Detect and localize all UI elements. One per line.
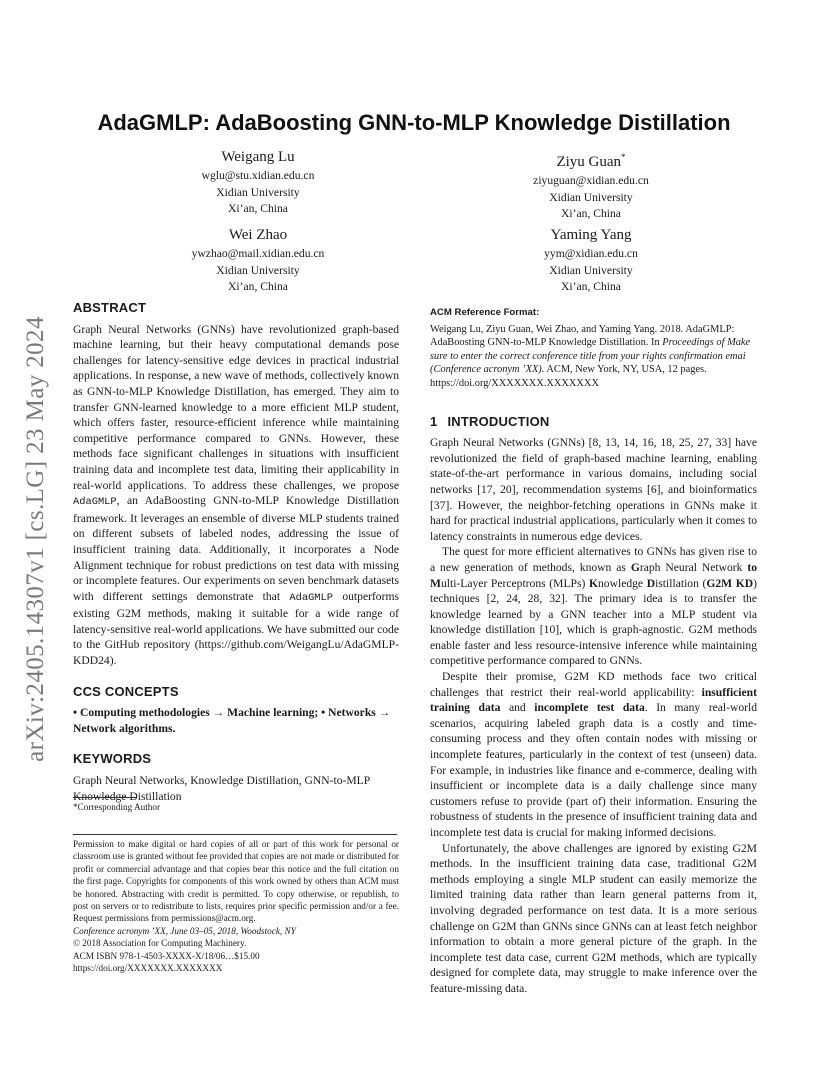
- right-column: [430, 305, 757, 997]
- arxiv-stamp-text: arXiv:2405.14307v1 [cs.LG] 23 May 2024: [22, 316, 49, 762]
- author-name: Yaming Yang: [550, 227, 632, 243]
- author-location: Xi’an, China: [228, 280, 288, 293]
- keywords-text: Graph Neural Networks, Knowledge Distillation, GNN-to-MLP Knowledge Distillation: [73, 774, 370, 803]
- intro-paragraph: Graph Neural Networks (GNNs) [8, 13, 14, 16, 18, 25, 27, 33] have revolutionized the field of graph-based machine learning, enabling state-of-the-art performance in various domains, including social networks [17, 20], recommendation systems [6], and bioinformatics [37]. However, the neighbor-fetching operations in GNNs make it hard for practical industrial applications, particularly when it comes to latency constraints in numerous edge devices.: [430, 436, 757, 543]
- method-name: AdaGMLP: [73, 496, 117, 509]
- author-block: [108, 225, 408, 296]
- author-affiliation: Xidian University: [549, 263, 633, 277]
- doi: https://doi.org/XXXXXXX.XXXXXXX: [73, 963, 223, 974]
- author-block: [441, 147, 741, 223]
- author-name: Wei Zhao: [228, 227, 288, 243]
- author-affiliation: Xidian University: [216, 185, 300, 199]
- permission-text: Permission to make digital or hard copies of all or part of this work for personal or classroom use is granted without fee provided that copies are not made or distributed for profit or commercial advantage and that copies bear this notice and the full citation on the first page. Copyrights for components of this work owned by others than ACM must be honored. Abstracting with credit is permitted. To copy otherwise, or republish, to post on servers or to redistribute to lists, requires prior specific permission and/or a fee. Request permissions from permissions@acm.org.: [73, 839, 399, 924]
- copyright: © 2018 Association for Computing Machinery.: [73, 938, 247, 949]
- author-email: ywzhao@mail.xidian.edu.cn: [191, 247, 325, 260]
- left-column: [73, 300, 399, 804]
- acm-reference-text: Weigang Lu, Ziyu Guan, Wei Zhao, and Yaming Yang. 2018. AdaGMLP: AdaBoosting GNN-to-MLP Knowledge Distillation. In Proceedings of Make sure to enter the correct conference title from your rights confirmation emai (Conference acronym ’XX). ACM, New York, NY, USA, 12 pages. https://doi.org/XXXXXXX.XXXXXXX: [430, 323, 751, 389]
- abstract-heading: ABSTRACT: [73, 300, 147, 315]
- isbn: ACM ISBN 978-1-4503-XXXX-X/18/06…$15.00: [73, 950, 260, 961]
- author-location: Xi’an, China: [561, 207, 621, 220]
- abstract-text: Graph Neural Networks (GNNs) have revolutionized graph-based machine learning, but their heavy computational demands pose challenges for latency-sensitive edge devices in practical industrial applications. In response, a new wave of methods, collectively known as GNN-to-MLP Knowledge Distillation, has emerged. They aim to transfer GNN-learned knowledge to a more efficient MLP student, which offers faster, resource-efficient inference while maintaining competitive performance compared to GNNs. However, these methods face significant challenges in situations with insufficient training data and incomplete test data, limiting their applicability in real-world applications. To address these challenges, we propose AdaGMLP, an AdaBoosting GNN-to-MLP Knowledge Distillation framework. It leverages an ensemble of diverse MLP students trained on different subsets of labeled nodes, addressing the issue of insufficient training data. Additionally, it incorporates a Node Alignment technique for robust predictions on test data with missing or incomplete features. Our experiments on seven benchmark datasets with different settings demonstrate that AdaGMLP outperforms existing G2M methods, making it suitable for a wide range of latency-sensitive real-world applications. We have submitted our code to the GitHub repository (https://github.com/WeigangLu/AdaGMLP-KDD24).: [73, 322, 399, 668]
- arxiv-stamp: [22, 300, 50, 778]
- author-location: Xi’an, China: [561, 280, 621, 293]
- paper-title: AdaGMLP: AdaBoosting GNN-to-MLP Knowledge Distillation: [97, 110, 731, 135]
- ccs-heading: CCS CONCEPTS: [73, 683, 179, 699]
- author-email: ziyuguan@xidian.edu.cn: [533, 174, 649, 187]
- intro-paragraph: Despite their promise, G2M KD methods face two critical challenges that restrict their real-world applicability: insufficient training data and incomplete test data. In many real-world scenarios, acquiring labeled graph data is a costly and time-consuming process and they often contain nodes with missing or incomplete features, particularly in the context of test (unseen) data. For example, in industries like finance and e-commerce, dealing with insufficient or incomplete data is a daily challenge since many customers refuse to provide (part of) their information. Ensuring the robustness of students in the presence of insufficient training data and incomplete test data is crucial for making informed decisions.: [430, 670, 758, 839]
- intro-heading: 1 INTRODUCTION: [430, 413, 550, 429]
- permission-rule: [73, 834, 397, 835]
- author-block: [108, 147, 408, 218]
- author-name: Ziyu Guan*: [556, 152, 626, 170]
- conference-info: Conference acronym ’XX, June 03–05, 2018, Woodstock, NY: [73, 925, 296, 936]
- corresponding-mark: *: [621, 152, 626, 162]
- ccs-text: • Computing methodologies → Machine learning; • Networks → Network algorithms.: [73, 706, 391, 735]
- author-affiliation: Xidian University: [216, 263, 300, 277]
- footnote: *Corresponding Author: [73, 802, 161, 812]
- author-block: [441, 225, 741, 296]
- intro-paragraph: The quest for more efficient alternatives to GNNs has given rise to a new generation of methods, known as Graph Neural Network to Multi-Layer Perceptrons (MLPs) Knowledge Distillation (G2M KD) techniques [2, 24, 28, 32]. The primary idea is to transfer the knowledge learned by a GNN teacher into a MLP student via knowledge distillation [10], which is graph-agnostic. G2M methods enable faster and less resource-intensive inference while maintaining competitive performance compared to GNNs.: [430, 545, 757, 668]
- permission-block: [73, 838, 399, 974]
- keywords-heading: KEYWORDS: [73, 751, 152, 767]
- author-name: Weigang Lu: [221, 149, 295, 165]
- author-email: wglu@stu.xidian.edu.cn: [201, 169, 315, 182]
- intro-paragraph: Unfortunately, the above challenges are ignored by existing G2M methods. In the insufficient training data case, traditional G2M methods employing a single MLP student can easily memorize the limited training data rather than learn general patterns from it, involving degraded performance on test data. It is a more serious challenge on G2M than GNNs since GNNs can at least fetch neighbor information to obtain a more general picture of the graph. In the incomplete test data case, current G2M methods, which are typically designed for complete data, may struggle to make inference over the feature-missing data.: [430, 841, 757, 995]
- footnote-rule: [73, 797, 137, 798]
- section-number: 1: [430, 413, 438, 429]
- method-name: AdaGMLP: [289, 591, 334, 604]
- author-location: Xi’an, China: [228, 202, 288, 215]
- acm-reference-heading: ACM Reference Format:: [430, 307, 540, 318]
- author-email: yym@xidian.edu.cn: [544, 247, 638, 260]
- author-affiliation: Xidian University: [549, 190, 633, 204]
